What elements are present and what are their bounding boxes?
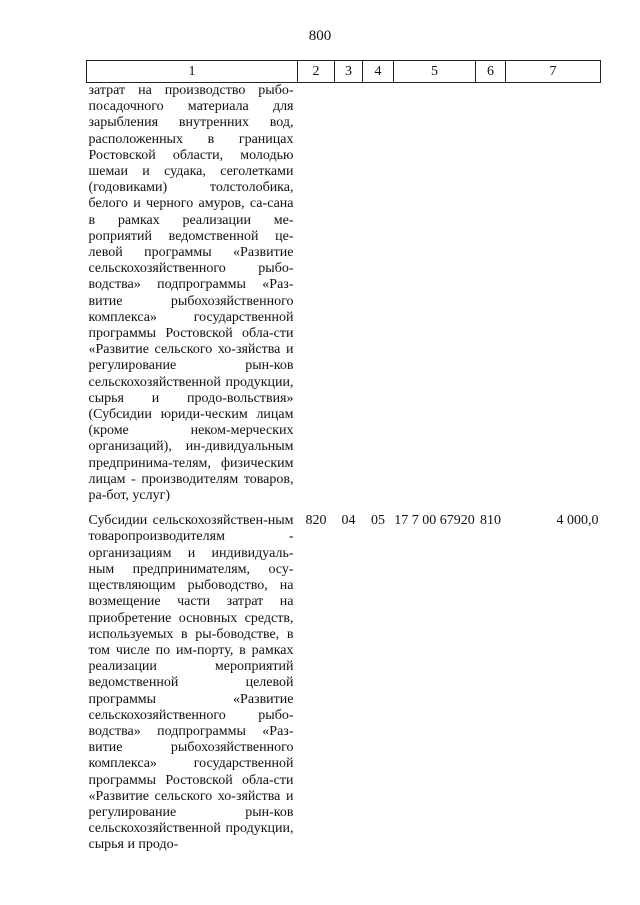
header-col-3: 3 <box>335 61 363 83</box>
header-col-2: 2 <box>298 61 335 83</box>
row-amount <box>506 83 601 512</box>
row-subsection <box>363 83 394 512</box>
table-row <box>87 83 601 512</box>
row-section <box>335 83 363 512</box>
row-subsection: 05 <box>371 513 385 529</box>
row-description: затрат на производство рыбо-посадочного материала для зарыбления внутренних вод, расположенных в границах Ростовской области, молодью шемаи и судака, сеголетками (годовиками) толстолобика, белого и черного амуров, са-сана в рамках реализации ме-роприятий ведомственной це-левой программы «Развитие сельскохозяйственного рыбо-водства» подпрограммы «Раз-витие рыбохозяйственного комплекса» государственной программы Ростовской обла-сти «Развитие сельского хо-зяйства и регулирование рын-ков сельскохозяйственной продукции, сырья и продо-вольствия» (Субсидии юриди-ческим лицам (кроме неком-мерческих организаций), ин-дивидуальным предпринима-телям, физическим лицам - производителям товаров, ра-бот, услуг) <box>88 83 294 504</box>
table-header <box>87 61 601 83</box>
header-col-7: 7 <box>506 61 601 83</box>
page-number: 800 <box>308 28 332 44</box>
row-admin-code <box>298 83 335 512</box>
row-target-article: 17 7 00 67920 <box>394 513 475 529</box>
header-col-5: 5 <box>394 61 476 83</box>
header-col-1: 1 <box>87 61 298 83</box>
row-expense-type: 810 <box>480 513 501 529</box>
row-description: Субсидии сельскохозяйствен-ным товаропроизводителям - организациям и индивидуаль-ным предпринимателям, осу-ществляющим рыбоводство, на возмещение части затрат на приобретение основных средств, используемых в ры-боводстве, в том числе по им-порту, в рамках реализации мероприятий ведомственной целевой программы «Развитие сельскохозяйственного рыбо-водства» подпрограммы «Раз-витие рыбохозяйственного комплекса» государственной программы Ростовской обла-сти «Развитие сельского хо-зяйства и регулирование рын-ков сельскохозяйственной продукции, сырья и продо- <box>88 513 294 853</box>
header-col-6: 6 <box>476 61 506 83</box>
row-admin-code: 820 <box>305 513 327 529</box>
row-expense-type <box>476 83 506 512</box>
budget-table <box>86 60 600 854</box>
budget-table-grid <box>86 60 601 854</box>
table-row <box>87 511 601 853</box>
row-target-article <box>394 83 476 512</box>
header-row <box>87 61 601 83</box>
row-section: 04 <box>341 513 356 529</box>
row-amount: 4 000,0 <box>556 513 599 529</box>
header-col-4: 4 <box>363 61 394 83</box>
